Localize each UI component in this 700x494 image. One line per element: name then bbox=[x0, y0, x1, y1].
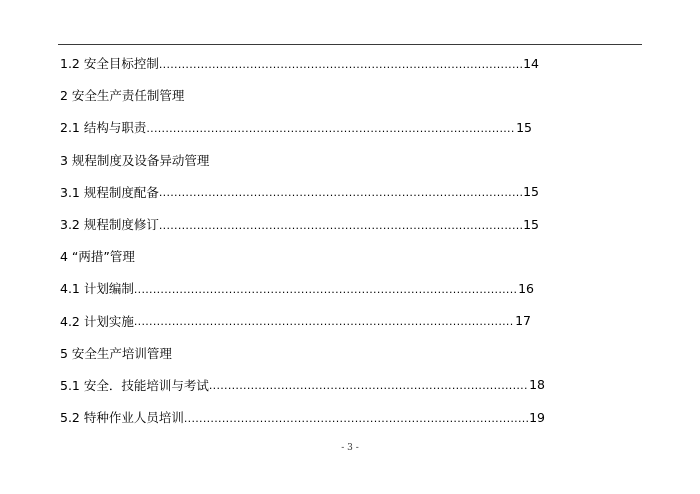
toc-entry-title: 3.2 规程制度修订 bbox=[60, 217, 159, 233]
toc-leader-dots bbox=[184, 413, 528, 424]
toc-page-number: 15 bbox=[523, 216, 539, 232]
toc-heading[interactable] bbox=[60, 240, 660, 272]
toc-entry[interactable] bbox=[60, 111, 532, 143]
toc-leader-dots bbox=[159, 220, 522, 231]
table-of-contents bbox=[60, 47, 660, 433]
toc-entry-title: 5.2 特种作业人员培训 bbox=[60, 410, 184, 426]
toc-heading[interactable] bbox=[60, 79, 660, 111]
toc-heading-title: 4 “两措”管理 bbox=[60, 249, 135, 265]
toc-entry[interactable] bbox=[60, 401, 545, 433]
toc-leader-dots bbox=[209, 380, 528, 391]
toc-entry[interactable] bbox=[60, 305, 531, 337]
toc-page-number: 15 bbox=[516, 119, 532, 135]
toc-entry-title: 3.1 规程制度配备 bbox=[60, 184, 159, 200]
toc-heading[interactable] bbox=[60, 337, 660, 369]
toc-heading[interactable] bbox=[60, 144, 660, 176]
toc-leader-dots bbox=[134, 316, 514, 327]
toc-entry-title: 1.2 安全目标控制 bbox=[60, 56, 159, 72]
toc-page-number: 19 bbox=[529, 409, 545, 425]
toc-page-number: 18 bbox=[529, 377, 545, 393]
toc-page-number: 14 bbox=[523, 55, 539, 71]
toc-page-number: 17 bbox=[515, 313, 531, 329]
toc-heading-title: 5 安全生产培训管理 bbox=[60, 345, 172, 361]
toc-entry[interactable] bbox=[60, 272, 534, 304]
toc-heading-title: 2 安全生产责任制管理 bbox=[60, 88, 185, 104]
toc-leader-dots bbox=[159, 59, 522, 70]
page-footer-number: - 3 - bbox=[341, 443, 359, 453]
toc-entry[interactable] bbox=[60, 208, 539, 240]
toc-heading-title: 3 规程制度及设备异动管理 bbox=[60, 152, 210, 168]
toc-entry[interactable] bbox=[60, 47, 539, 79]
toc-page-number: 16 bbox=[518, 280, 534, 296]
toc-leader-dots bbox=[159, 187, 522, 198]
toc-entry-title: 5.1 安全．技能培训与考试 bbox=[60, 377, 209, 393]
header-rule bbox=[58, 44, 642, 45]
toc-entry[interactable] bbox=[60, 369, 545, 401]
toc-entry-title: 4.2 计划实施 bbox=[60, 313, 134, 329]
toc-entry[interactable] bbox=[60, 176, 539, 208]
toc-entry-title: 2.1 结构与职责 bbox=[60, 120, 147, 136]
toc-leader-dots bbox=[146, 123, 515, 134]
toc-page-number: 15 bbox=[523, 184, 539, 200]
toc-entry-title: 4.1 计划编制 bbox=[60, 281, 134, 297]
toc-leader-dots bbox=[134, 284, 517, 295]
